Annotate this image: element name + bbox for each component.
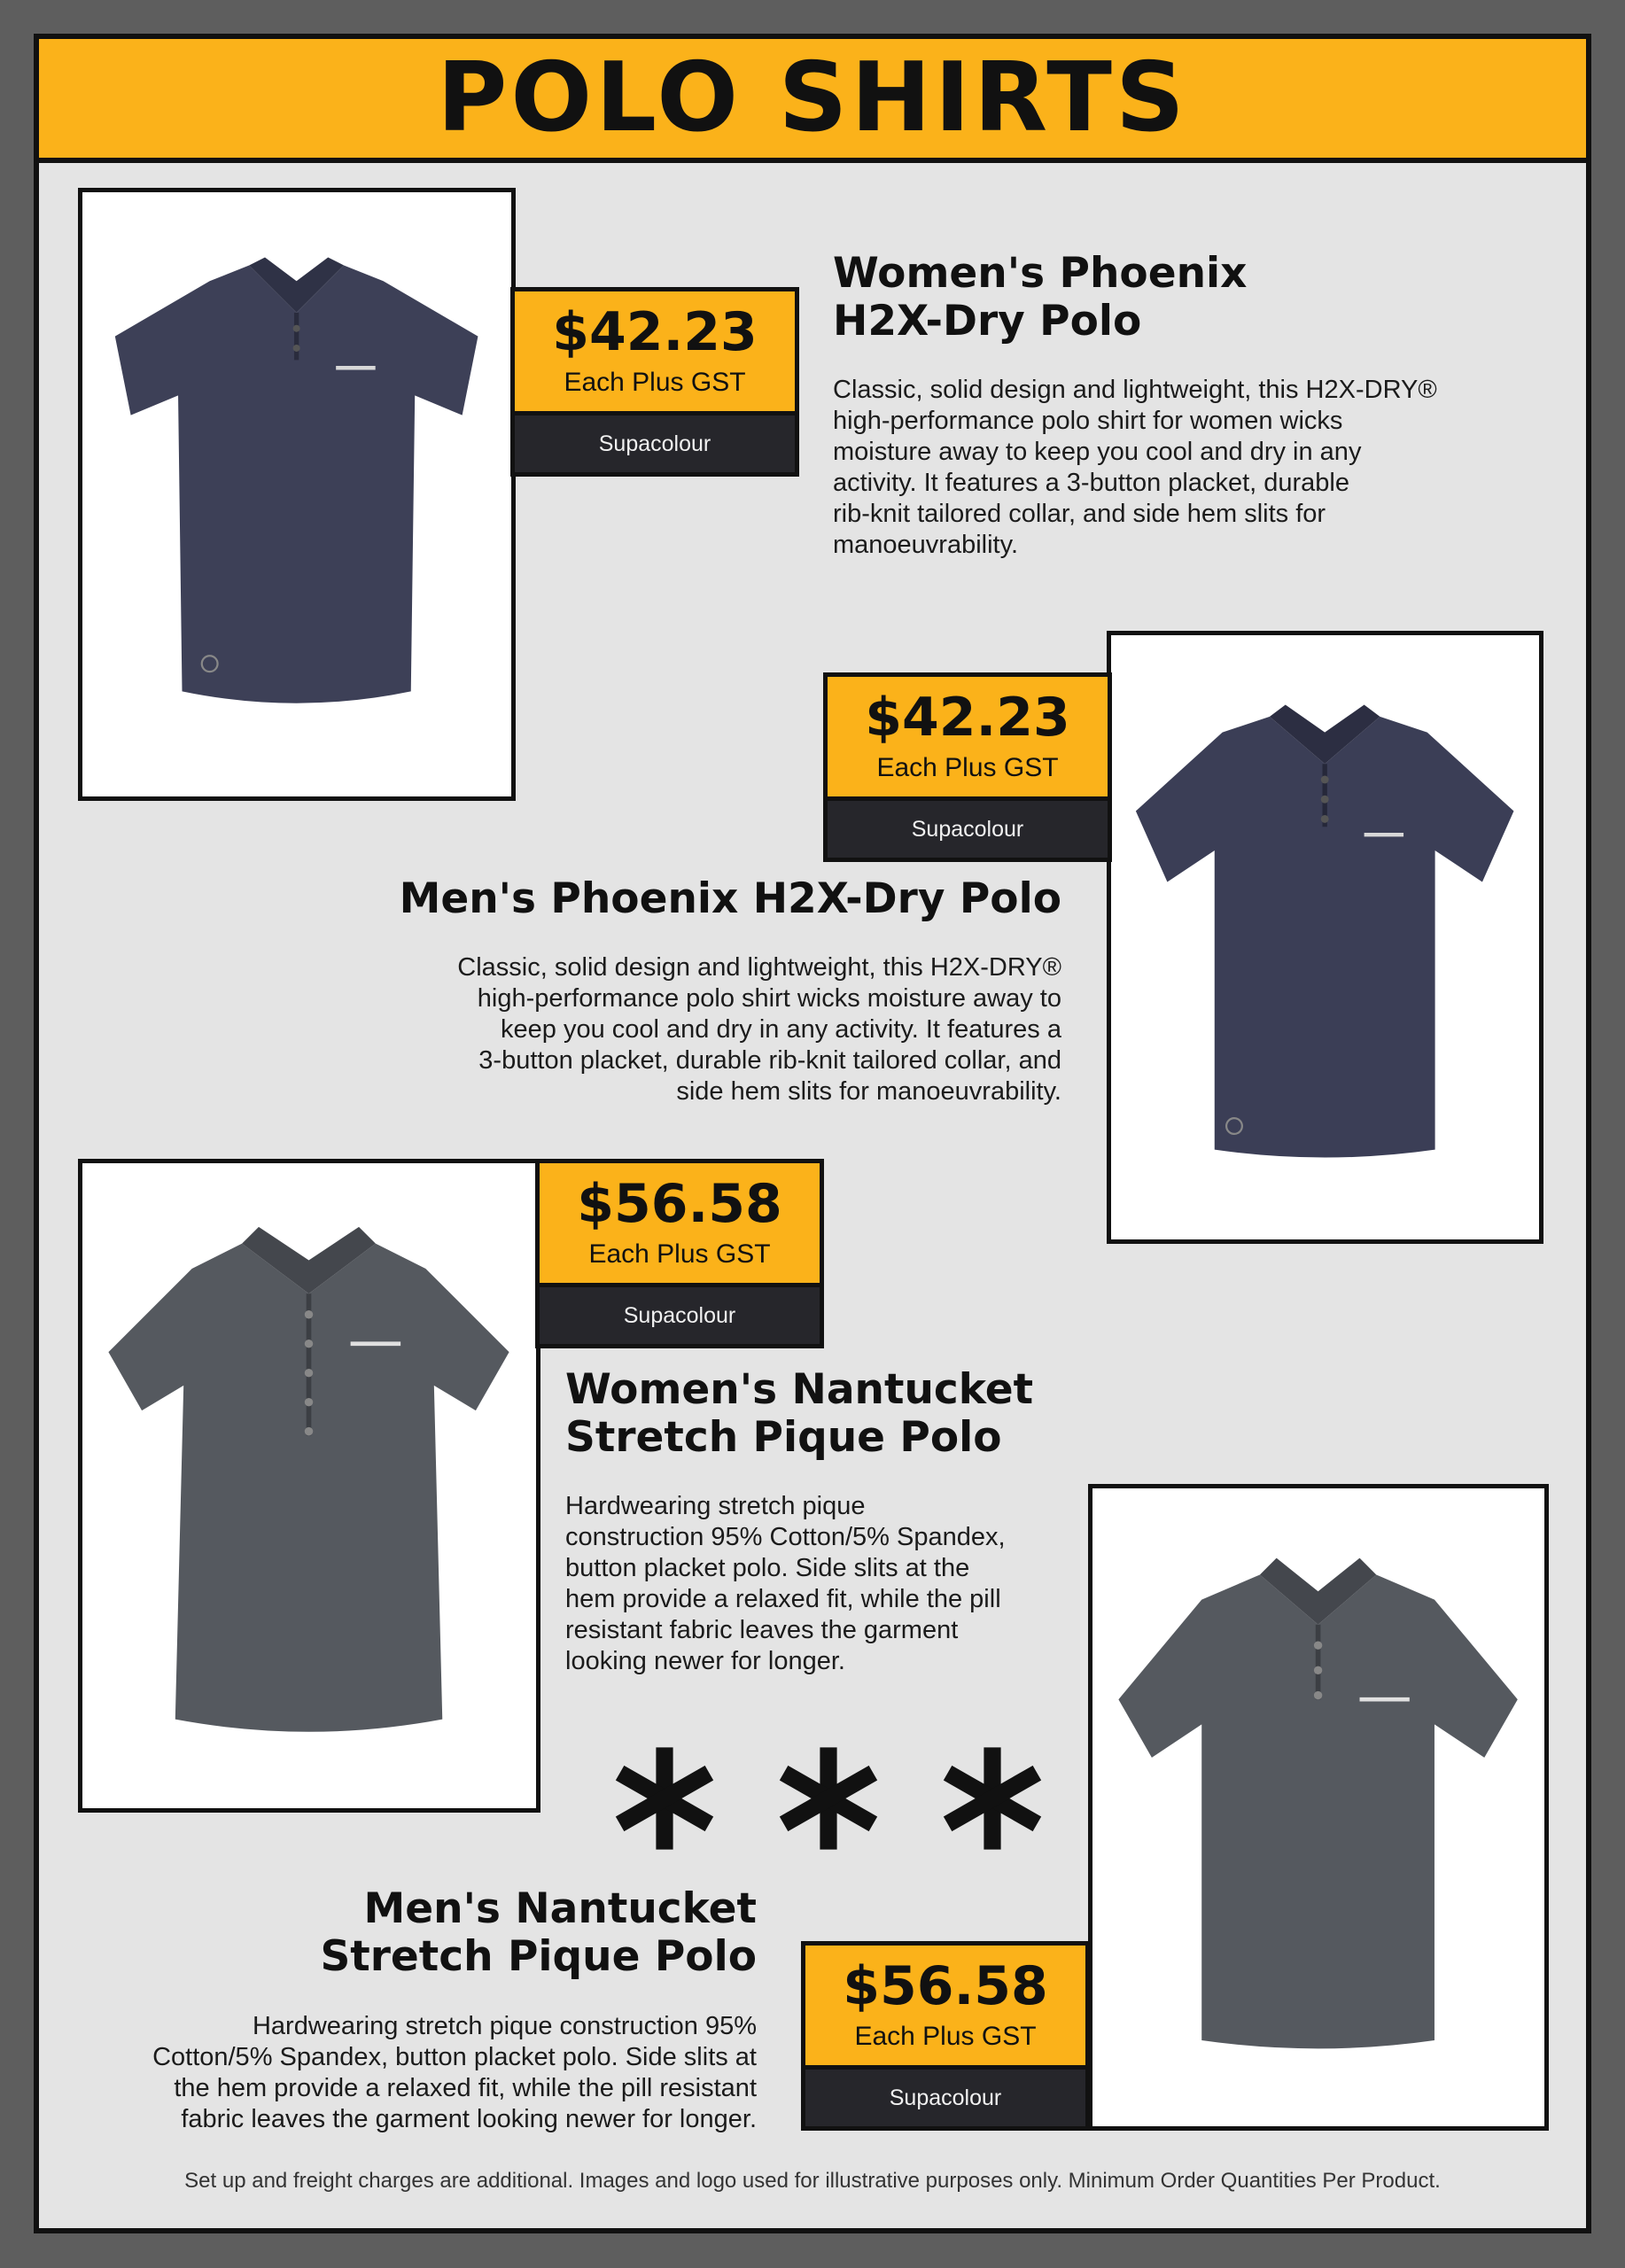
price-amount: $42.23 <box>865 686 1070 749</box>
description-line: looking newer for longer. <box>565 1647 845 1675</box>
description-line: 3-button placket, durable rib-knit tailored collar, and <box>478 1046 1061 1075</box>
mens-heather-polo-image <box>1110 1514 1526 2101</box>
footer-disclaimer: Set up and freight charges are additional. Images and logo used for illustrative purposes only. Minimum Order Quantities Per Product. <box>184 2169 1441 2193</box>
supplier-label: Supacolour <box>805 2070 1085 2126</box>
price-note: Each Plus GST <box>564 367 746 397</box>
description-line: the hem provide a relaxed fit, while the pill resistant <box>174 2074 757 2102</box>
description-line: Classic, solid design and lightweight, this H2X-DRY® <box>833 376 1437 404</box>
supplier-label: Supacolour <box>828 801 1108 858</box>
description-line: keep you cool and dry in any activity. It features a <box>501 1015 1061 1044</box>
description-line: Classic, solid design and lightweight, this H2X-DRY® <box>457 953 1061 982</box>
price-panel <box>828 677 1108 801</box>
price-panel <box>540 1163 820 1287</box>
product-image-womens-nantucket <box>78 1159 540 1813</box>
asterisk-icon <box>611 1745 718 1852</box>
price-amount: $42.23 <box>552 300 758 363</box>
description-line: Hardwearing stretch pique <box>565 1492 866 1520</box>
price-note: Each Plus GST <box>854 2021 1037 2051</box>
description-line: hem provide a relaxed fit, while the pill <box>565 1585 1001 1613</box>
product-image-mens-nantucket <box>1088 1484 1549 2131</box>
product-description-womens-nantucket <box>565 1491 1006 1677</box>
title-line: Stretch Pique Polo <box>565 1413 1002 1462</box>
title-line: Women's Nantucket <box>565 1365 1034 1414</box>
product-title-mens-phoenix <box>400 875 1061 923</box>
supplier-label: Supacolour <box>540 1287 820 1344</box>
decorative-asterisks <box>611 1741 1046 1856</box>
title-line: Men's Phoenix H2X-Dry Polo <box>399 874 1061 923</box>
product-description-mens-nantucket <box>152 2011 757 2135</box>
price-note: Each Plus GST <box>588 1239 771 1269</box>
description-line: side hem slits for manoeuvrability. <box>676 1077 1061 1106</box>
price-tag-mens-phoenix <box>823 672 1112 862</box>
description-line: Cotton/5% Spandex, button placket polo. Side slits at <box>152 2043 757 2071</box>
description-line: manoeuvrability. <box>833 531 1019 559</box>
asterisk-icon <box>939 1745 1046 1852</box>
price-amount: $56.58 <box>577 1172 782 1235</box>
description-line: fabric leaves the garment looking newer for longer. <box>181 2105 757 2133</box>
description-line: resistant fabric leaves the garment <box>565 1616 959 1644</box>
product-title-womens-phoenix <box>833 250 1247 346</box>
price-tag-womens-phoenix <box>510 287 799 477</box>
description-line: Hardwearing stretch pique construction 95% <box>252 2012 757 2040</box>
title-banner <box>34 34 1591 163</box>
price-tag-mens-nantucket <box>801 1941 1090 2131</box>
description-line: high-performance polo shirt for women wicks <box>833 407 1343 435</box>
product-title-mens-nantucket <box>320 1885 757 1981</box>
product-description-womens-phoenix <box>833 375 1437 561</box>
womens-navy-polo-image <box>99 216 494 772</box>
description-line: rib-knit tailored collar, and side hem slits for <box>833 500 1326 528</box>
description-line: button placket polo. Side slits at the <box>565 1554 970 1582</box>
womens-heather-polo-image <box>100 1189 517 1783</box>
price-amount: $56.58 <box>843 1954 1048 2017</box>
title-line: Stretch Pique Polo <box>320 1932 757 1981</box>
product-description-mens-phoenix <box>457 952 1061 1107</box>
page-title: POLO SHIRTS <box>437 43 1188 153</box>
price-panel <box>515 291 795 416</box>
description-line: moisture away to keep you cool and dry in any <box>833 438 1362 466</box>
price-note: Each Plus GST <box>876 752 1059 782</box>
product-image-mens-phoenix <box>1107 631 1543 1244</box>
product-title-womens-nantucket <box>565 1366 1033 1462</box>
price-tag-womens-nantucket <box>535 1159 824 1348</box>
product-image-womens-phoenix <box>78 188 516 801</box>
price-panel <box>805 1946 1085 2070</box>
description-line: activity. It features a 3-button placket, durable <box>833 469 1350 497</box>
mens-navy-polo-image <box>1128 659 1521 1215</box>
description-line: construction 95% Cotton/5% Spandex, <box>565 1523 1006 1551</box>
title-line: H2X-Dry Polo <box>833 297 1142 346</box>
title-line: Women's Phoenix <box>833 249 1248 298</box>
asterisk-icon <box>775 1745 882 1852</box>
description-line: high-performance polo shirt wicks moisture away to <box>477 984 1061 1013</box>
supplier-label: Supacolour <box>515 416 795 472</box>
title-line: Men's Nantucket <box>363 1884 757 1933</box>
